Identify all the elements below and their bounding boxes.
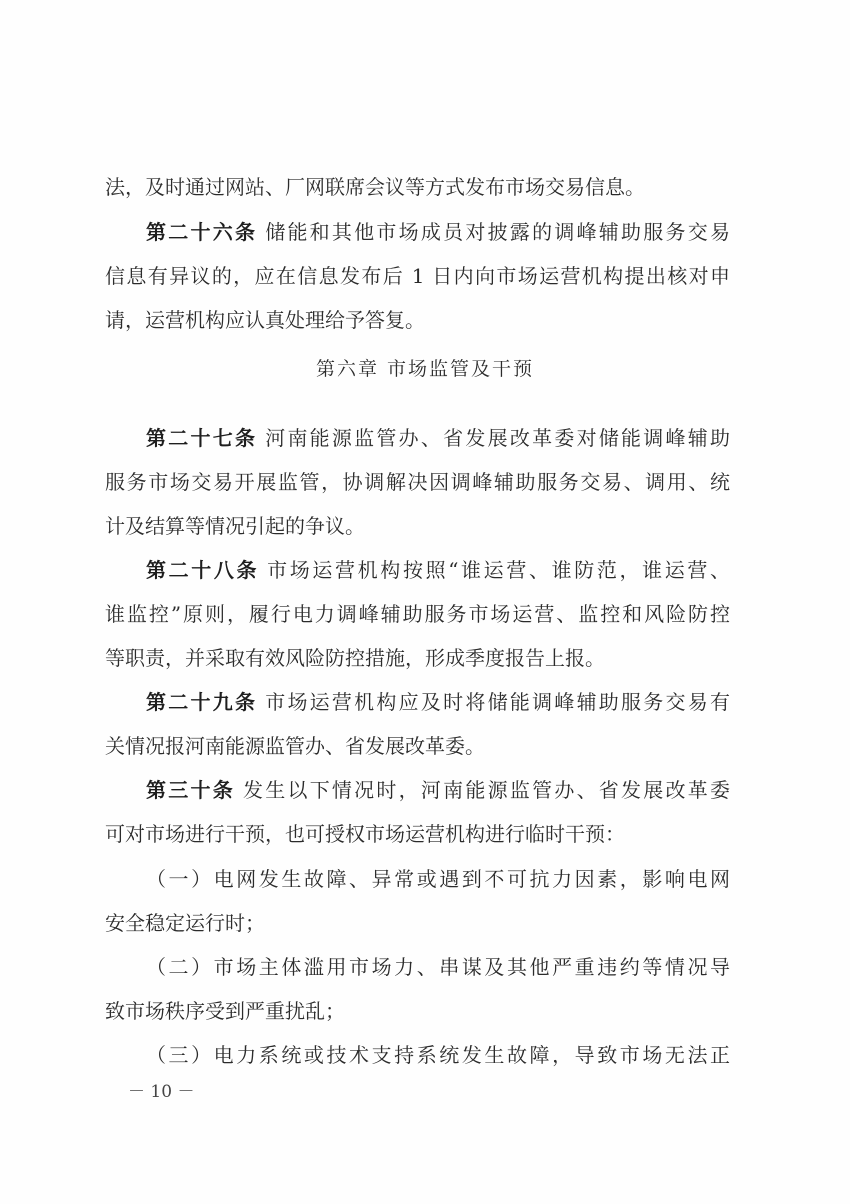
list-item-1: （一）电网发生故障、异常或遇到不可抗力因素，影响电网 <box>146 867 730 891</box>
list-item-3: （三）电力系统或技术支持系统发生故障，导致市场无法正 <box>146 1043 730 1067</box>
text-line: 谁监控”原则，履行电力调峰辅助服务市场运营、监控和风险防控 <box>105 602 730 626</box>
article-28-line: 第二十八条 市场运营机构按照“谁运营、谁防范，谁运营、 <box>146 558 730 582</box>
article-heading: 第二十九条 <box>146 690 258 714</box>
article-heading: 第二十八条 <box>146 558 260 582</box>
article-27-line: 第二十七条 河南能源监管办、省发展改革委对储能调峰辅助 <box>146 426 730 450</box>
page-number: － 10 － <box>128 1082 195 1102</box>
text-line: 服务市场交易开展监管，协调解决因调峰辅助服务交易、调用、统 <box>105 470 730 494</box>
text-line: 可对市场进行干预，也可授权市场运营机构进行临时干预： <box>105 822 625 846</box>
article-30-line: 第三十条 发生以下情况时，河南能源监管办、省发展改革委 <box>146 778 730 802</box>
text-line: 安全稳定运行时； <box>105 911 265 935</box>
text-line: 计及结算等情况引起的争议。 <box>105 514 365 538</box>
article-heading: 第二十七条 <box>146 426 258 450</box>
chapter-title: 第六章 市场监管及干预 <box>315 358 535 380</box>
text-line: 致市场秩序受到严重扰乱； <box>105 999 345 1023</box>
text-line: 信息有异议的，应在信息发布后 1 日内向市场运营机构提出核对申 <box>105 264 730 288</box>
list-item-2: （二）市场主体滥用市场力、串谋及其他严重违约等情况导 <box>146 955 730 979</box>
article-26-line: 第二十六条 储能和其他市场成员对披露的调峰辅助服务交易 <box>146 220 730 244</box>
article-29-line: 第二十九条 市场运营机构应及时将储能调峰辅助服务交易有 <box>146 690 730 714</box>
text-line: 等职责，并采取有效风险防控措施，形成季度报告上报。 <box>105 646 605 670</box>
article-heading: 第二十六条 <box>146 220 258 244</box>
text-line: 关情况报河南能源监管办、省发展改革委。 <box>105 734 485 758</box>
text-line: 法，及时通过网站、厂网联席会议等方式发布市场交易信息。 <box>105 175 645 199</box>
text-line: 请，运营机构应认真处理给予答复。 <box>105 308 425 332</box>
article-heading: 第三十条 <box>146 778 235 802</box>
